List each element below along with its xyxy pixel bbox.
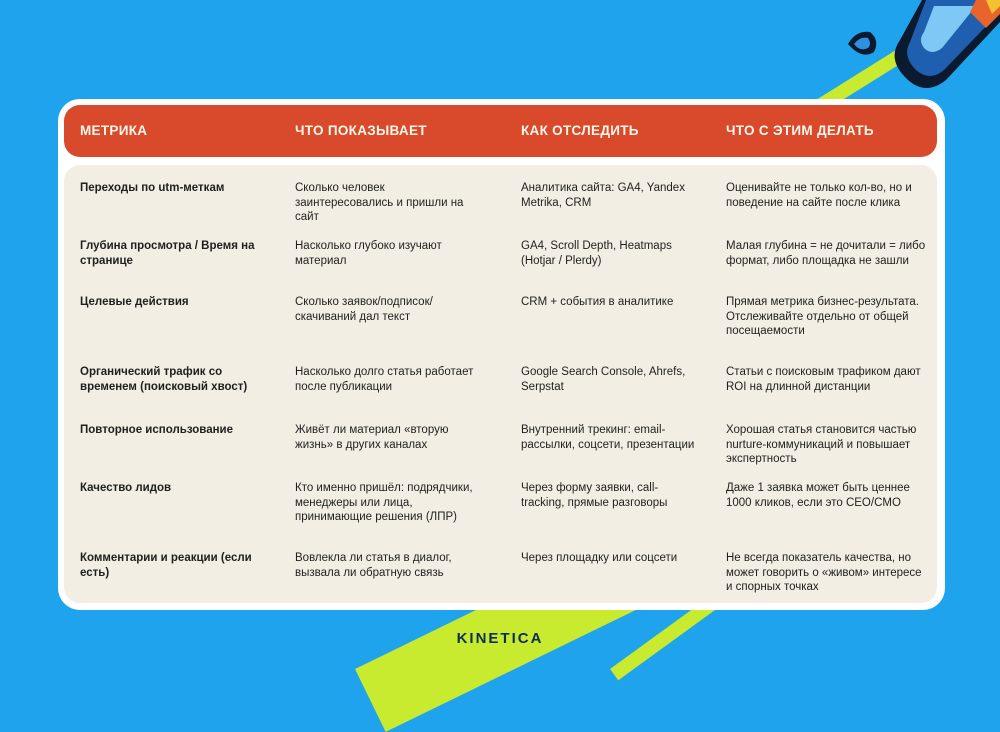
cell-metric: Глубина просмотра / Время на странице [80,240,255,267]
cell-track: CRM + события в аналитике [521,296,674,308]
cell-shows: Сколько заявок/подписок/ скачиваний дал текст [295,296,433,323]
brand-logo: KINETICA [456,630,544,647]
cell-action: Даже 1 заявка может быть ценнее 1000 кликов, если это CEO/CMO [726,482,910,509]
cell-metric: Целевые действия [80,296,189,308]
cell-action: Прямая метрика бизнес-результата. Отслеживайте отдельно от общей посещаемости [726,296,919,337]
cell-action: Статьи с поисковым трафиком дают ROI на длинной дистанции [726,366,921,393]
table-header [64,105,937,157]
cell-metric: Переходы по utm-меткам [80,182,225,194]
cell-metric: Качество лидов [80,482,172,494]
cell-metric: Комментарии и реакции (если есть) [80,552,252,579]
cell-track: Google Search Console, Ahrefs, Serpstat [521,366,686,393]
cell-shows: Живёт ли материал «вторую жизнь» в других каналах [295,424,449,451]
header-shows: ЧТО ПОКАЗЫВАЕТ [295,123,427,138]
cell-action: Малая глубина = не дочитали = либо формат, либо площадка не зашли [726,240,926,267]
cell-track: Через площадку или соцсети [521,552,678,564]
cell-shows: Насколько долго статья работает после публикации [295,366,474,393]
header-track: КАК ОТСЛЕДИТЬ [521,123,639,138]
cell-shows: Насколько глубоко изучают материал [295,240,442,267]
cell-metric: Органический трафик со временем (поисковый хвост) [80,366,248,393]
cell-action: Оценивайте не только кол-во, но и поведение на сайте после клика [726,182,912,209]
header-metric: МЕТРИКА [80,123,148,138]
table-body [64,165,937,603]
cell-shows: Вовлекла ли статья в диалог, вызвала ли обратную связь [295,552,452,579]
header-action: ЧТО С ЭТИМ ДЕЛАТЬ [726,123,874,138]
rocket-icon [826,0,1000,90]
cell-shows: Кто именно пришёл: подрядчики, менеджеры или лица, принимающие решения (ЛПР) [295,482,473,523]
cell-action: Хорошая статья становится частью nurture-коммуникаций и повышает экспертность [726,424,917,465]
cell-shows: Сколько человек заинтересовались и пришли на сайт [295,182,464,223]
cell-track: Через форму заявки, call-tracking, прямые разговоры [521,482,668,509]
cell-metric: Повторное использование [80,424,234,436]
metrics-table-card [58,99,945,610]
cell-track: Внутренний трекинг: email-рассылки, соцсети, презентации [521,424,695,451]
cell-track: Аналитика сайта: GA4, Yandex Metrika, CRM [521,182,685,209]
cell-track: GA4, Scroll Depth, Heatmaps (Hotjar / Plerdy) [521,240,672,267]
cell-action: Не всегда показатель качества, но может говорить о «живом» интересе и спорных точках [726,552,922,593]
